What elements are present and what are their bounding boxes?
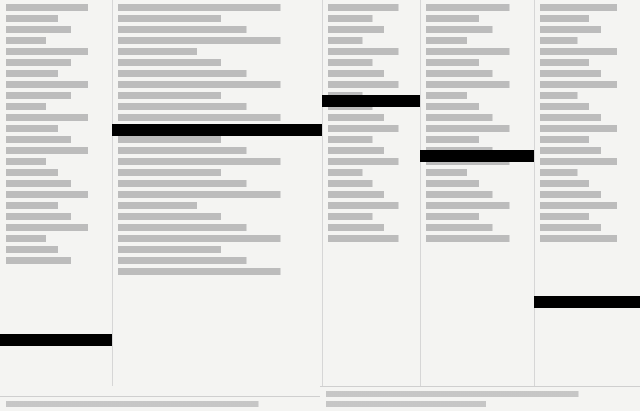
footer-line bbox=[326, 391, 634, 397]
text-line bbox=[328, 15, 414, 22]
text-line bbox=[540, 202, 634, 209]
text-line bbox=[6, 147, 106, 154]
text-line bbox=[118, 235, 316, 242]
text-line bbox=[540, 4, 634, 11]
text-line bbox=[426, 202, 528, 209]
text-line bbox=[426, 114, 528, 121]
text-line bbox=[426, 37, 528, 44]
text-line bbox=[6, 213, 106, 220]
text-line bbox=[540, 180, 634, 187]
column-2 bbox=[112, 0, 323, 386]
section-bar bbox=[420, 150, 534, 162]
text-line bbox=[6, 246, 106, 253]
text-line bbox=[328, 26, 414, 33]
text-line bbox=[118, 202, 316, 209]
text-line bbox=[426, 213, 528, 220]
text-line bbox=[328, 224, 414, 231]
text-line bbox=[328, 213, 414, 220]
text-line bbox=[118, 92, 316, 99]
text-line bbox=[118, 257, 316, 264]
text-line bbox=[426, 180, 528, 187]
text-line bbox=[118, 37, 316, 44]
text-line bbox=[426, 92, 528, 99]
text-line bbox=[540, 48, 634, 55]
text-line bbox=[540, 37, 634, 44]
text-line bbox=[118, 15, 316, 22]
text-line bbox=[6, 26, 106, 33]
text-line bbox=[540, 81, 634, 88]
text-line bbox=[540, 125, 634, 132]
text-line bbox=[540, 191, 634, 198]
text-line bbox=[118, 48, 316, 55]
text-line bbox=[6, 103, 106, 110]
text-line bbox=[6, 81, 106, 88]
text-line bbox=[426, 48, 528, 55]
text-line bbox=[328, 125, 414, 132]
text-line bbox=[328, 202, 414, 209]
text-line bbox=[118, 136, 316, 143]
section-bar bbox=[534, 296, 640, 308]
text-line bbox=[118, 180, 316, 187]
text-line bbox=[426, 81, 528, 88]
text-line bbox=[6, 92, 106, 99]
text-line bbox=[426, 224, 528, 231]
column-1 bbox=[0, 0, 113, 386]
footer-line bbox=[326, 401, 634, 407]
text-line bbox=[118, 103, 316, 110]
text-line bbox=[118, 4, 316, 11]
text-line bbox=[328, 37, 414, 44]
text-line bbox=[540, 15, 634, 22]
text-line bbox=[540, 224, 634, 231]
bottom-line bbox=[6, 401, 314, 407]
text-line bbox=[6, 37, 106, 44]
text-line bbox=[540, 59, 634, 66]
text-line bbox=[118, 246, 316, 253]
text-line bbox=[118, 158, 316, 165]
text-line bbox=[118, 147, 316, 154]
text-line bbox=[540, 235, 634, 242]
text-line bbox=[6, 180, 106, 187]
text-line bbox=[328, 180, 414, 187]
text-line bbox=[328, 114, 414, 121]
text-line bbox=[540, 136, 634, 143]
text-line bbox=[118, 213, 316, 220]
text-line bbox=[118, 268, 316, 275]
text-line bbox=[540, 169, 634, 176]
text-line bbox=[6, 70, 106, 77]
text-line bbox=[328, 235, 414, 242]
text-line bbox=[6, 125, 106, 132]
footer-note bbox=[320, 386, 640, 411]
text-line bbox=[426, 59, 528, 66]
text-line bbox=[6, 158, 106, 165]
text-line bbox=[426, 26, 528, 33]
text-line bbox=[540, 92, 634, 99]
column-4 bbox=[420, 0, 535, 386]
text-line bbox=[118, 81, 316, 88]
text-line bbox=[540, 213, 634, 220]
text-line bbox=[6, 257, 106, 264]
text-line bbox=[328, 191, 414, 198]
text-line bbox=[6, 235, 106, 242]
text-line bbox=[6, 202, 106, 209]
text-line bbox=[426, 4, 528, 11]
text-line bbox=[6, 169, 106, 176]
text-line bbox=[118, 191, 316, 198]
text-line bbox=[540, 103, 634, 110]
text-line bbox=[6, 4, 106, 11]
text-line bbox=[540, 147, 634, 154]
text-line bbox=[328, 169, 414, 176]
bottom-strip bbox=[0, 396, 320, 411]
text-line bbox=[118, 70, 316, 77]
text-line bbox=[328, 81, 414, 88]
column-3 bbox=[322, 0, 421, 386]
text-line bbox=[118, 114, 316, 121]
text-line bbox=[6, 191, 106, 198]
text-line bbox=[426, 125, 528, 132]
section-bar bbox=[0, 334, 112, 346]
section-bar bbox=[322, 95, 420, 107]
text-line bbox=[426, 103, 528, 110]
text-line bbox=[118, 26, 316, 33]
text-line bbox=[328, 158, 414, 165]
text-line bbox=[426, 70, 528, 77]
text-line bbox=[328, 59, 414, 66]
text-line bbox=[118, 169, 316, 176]
text-line bbox=[6, 224, 106, 231]
text-line bbox=[540, 26, 634, 33]
column-5 bbox=[534, 0, 640, 386]
text-line bbox=[540, 158, 634, 165]
text-line bbox=[6, 48, 106, 55]
text-line bbox=[426, 136, 528, 143]
text-line bbox=[328, 147, 414, 154]
text-line bbox=[426, 15, 528, 22]
text-line bbox=[540, 70, 634, 77]
text-line bbox=[540, 114, 634, 121]
text-line bbox=[328, 4, 414, 11]
section-bar bbox=[112, 124, 322, 136]
text-line bbox=[328, 48, 414, 55]
text-line bbox=[426, 191, 528, 198]
text-line bbox=[328, 70, 414, 77]
text-line bbox=[6, 15, 106, 22]
text-line bbox=[6, 59, 106, 66]
text-line bbox=[118, 224, 316, 231]
text-line bbox=[328, 136, 414, 143]
text-line bbox=[426, 235, 528, 242]
text-line bbox=[426, 169, 528, 176]
text-line bbox=[6, 136, 106, 143]
text-line bbox=[118, 59, 316, 66]
text-line bbox=[6, 114, 106, 121]
